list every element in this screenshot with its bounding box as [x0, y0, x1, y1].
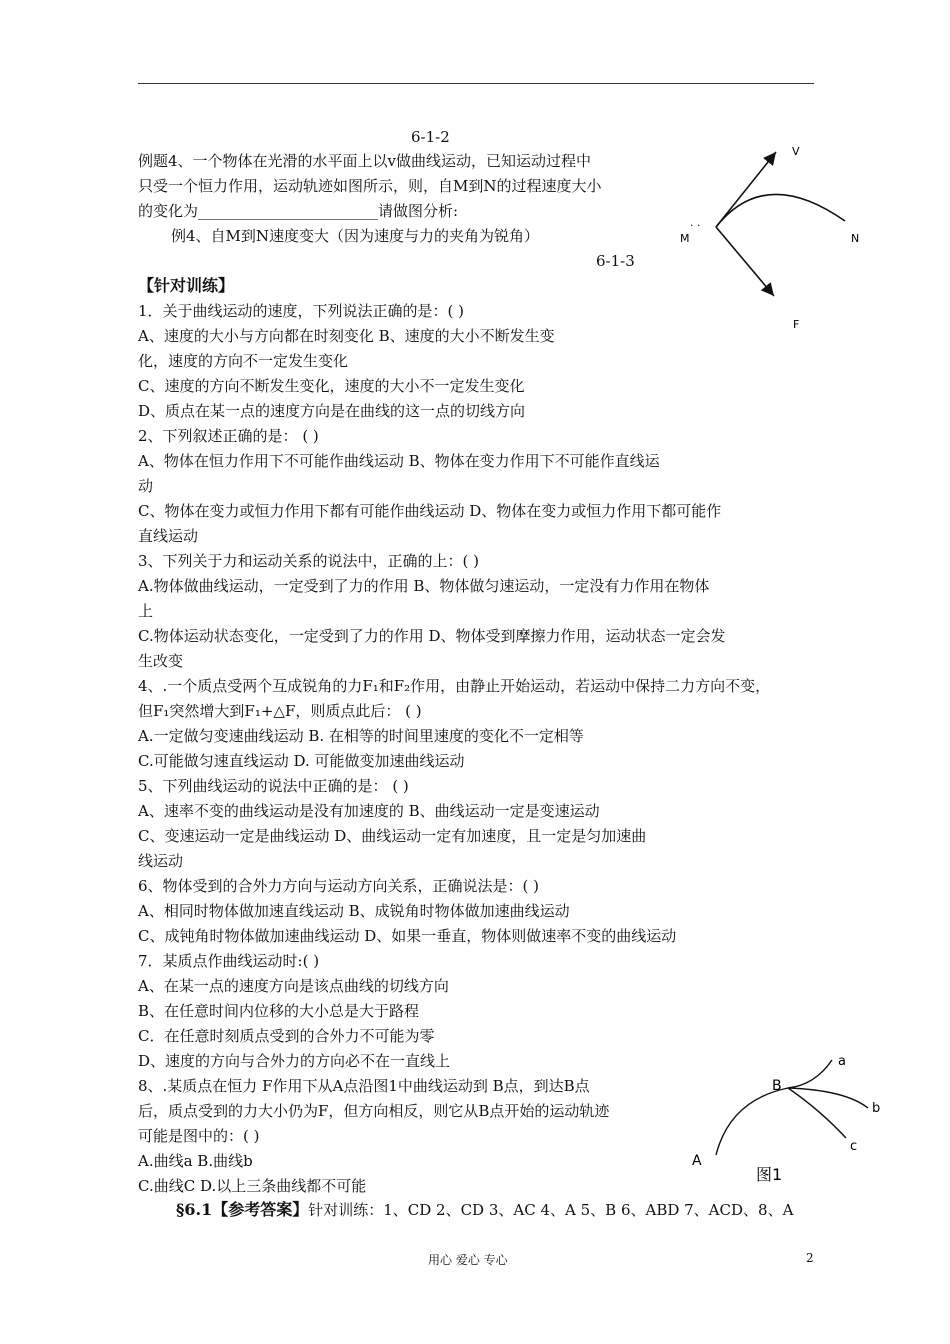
- text-line: 8、.某质点在恒力 F作用下从A点沿图1中曲线运动到 B点，到达B点: [138, 1077, 590, 1095]
- trajectory-figure-1: [690, 1050, 890, 1190]
- label-m: M: [680, 232, 690, 245]
- force-arrow: [716, 227, 774, 296]
- text-line: 动: [138, 477, 154, 495]
- text-line: C、物体在变力或恒力作用下都有可能作曲线运动 D、物体在变力或恒力作用下都可能作: [138, 502, 722, 520]
- text-line: 化，速度的方向不一定发生变化: [138, 352, 349, 370]
- curve-c-branch: [788, 1088, 846, 1138]
- text-line: A、相同时物体做加速直线运动 B、成锐角时物体做加速曲线运动: [138, 902, 570, 920]
- example-answer: 例4、自M到N速度变大（因为速度与力的夹角为锐角）: [171, 227, 540, 245]
- text-line: C、成钝角时物体做加速曲线运动 D、如果一垂直，物体则做速率不变的曲线运动: [138, 927, 677, 945]
- text-line: C．在任意时刻质点受到的合外力不可能为零: [138, 1027, 435, 1045]
- text-line: D、速度的方向与合外力的方向必不在一直线上: [138, 1052, 451, 1070]
- text-line: A、速率不变的曲线运动是没有加速度的 B、曲线运动一定是变速运动: [138, 802, 600, 820]
- label-curve-b: b: [872, 1101, 881, 1116]
- curve-a-to-b: [716, 1088, 788, 1155]
- text-line: A.物体做曲线运动，一定受到了力的作用 B、物体做匀速运动，一定没有力作用在物体: [138, 577, 710, 595]
- text-line: 直线运动: [138, 527, 199, 545]
- text-line: 生改变: [138, 652, 184, 670]
- label-n: N: [851, 232, 860, 245]
- section-title: 【针对训练】: [138, 276, 235, 295]
- text-line: C、速度的方向不断发生变化，速度的大小不一定发生变化: [138, 377, 525, 395]
- text-line: A、在某一点的速度方向是该点曲线的切线方向: [138, 977, 449, 995]
- page-number: 2: [806, 1251, 814, 1265]
- text-line: 4、.一个质点受两个互成锐角的力F₁和F₂作用，由静止开始运动，若运动中保持二力方向不变，: [138, 677, 771, 695]
- label-dots: . .: [690, 216, 701, 229]
- example-line-1: 例题4、一个物体在光滑的水平面上以v做曲线运动，已知运动过程中: [138, 152, 592, 170]
- text-line: 6、物体受到的合外力方向与运动方向关系，正确说法是：( ): [138, 877, 540, 895]
- text-line: 7．某质点作曲线运动时:( ): [138, 952, 320, 970]
- label-curve-a: a: [838, 1054, 846, 1069]
- text-line: 后，质点受到的力大小仍为F，但方向相反，则它从B点开始的运动轨迹: [138, 1102, 610, 1120]
- label-point-b: B: [772, 1078, 782, 1094]
- label-point-a: A: [692, 1153, 702, 1169]
- text-line: 线运动: [138, 852, 184, 870]
- header-rule: [138, 83, 814, 84]
- text-line: 1．关于曲线运动的速度，下列说法正确的是：( ): [138, 302, 465, 320]
- text-line: C.物体运动状态变化，一定受到了力的作用 D、物体受到摩擦力作用，运动状态一定会发: [138, 627, 726, 645]
- label-f: F: [793, 318, 800, 331]
- text-line: D、质点在某一点的速度方向是在曲线的这一点的切线方向: [138, 402, 526, 420]
- text-line: 2、下列叙述正确的是： ( ): [138, 427, 319, 445]
- example-line-3: 的变化为________________________请做图分析:: [138, 202, 459, 220]
- figure-caption: 图1: [756, 1165, 783, 1184]
- curve-b-branch: [788, 1088, 868, 1108]
- text-line: A.一定做匀变速曲线运动 B. 在相等的时间里速度的变化不一定相等: [138, 727, 584, 745]
- text-line: C.可能做匀速直线运动 D. 可能做变加速曲线运动: [138, 752, 465, 770]
- text-line: 5、下列曲线运动的说法中正确的是： ( ): [138, 777, 409, 795]
- figure-label-6-1-2: 6-1-2: [411, 128, 450, 146]
- answer-key-text: 针对训练：1、CD 2、CD 3、AC 4、A 5、B 6、ABD 7、ACD、8、A: [308, 1201, 794, 1219]
- figure-label-6-1-3: 6-1-3: [596, 252, 635, 270]
- text-line: A、物体在恒力作用下不可能作曲线运动 B、物体在变力作用下不可能作直线运: [138, 452, 660, 470]
- text-line: 上: [138, 602, 154, 620]
- text-line: 3、下列关于力和运动关系的说法中，正确的上：( ): [138, 552, 480, 570]
- trajectory-curve: [716, 194, 845, 227]
- example-line-2: 只受一个恒力作用，运动轨迹如图所示，则，自M到N的过程速度大小: [138, 177, 602, 195]
- label-v: V: [792, 145, 800, 158]
- answer-key: [176, 1200, 793, 1220]
- footer-text: 用心 爱心 专心: [428, 1253, 508, 1267]
- text-line: C、变速运动一定是曲线运动 D、曲线运动一定有加速度，且一定是匀加速曲: [138, 827, 647, 845]
- text-line: B、在任意时间内位移的大小总是大于路程: [138, 1002, 420, 1020]
- velocity-force-diagram: [670, 135, 870, 335]
- answer-key-title: §6.1【参考答案】: [176, 1200, 309, 1219]
- curve-a-branch: [788, 1060, 832, 1088]
- text-line: A.曲线a B.曲线b: [138, 1152, 253, 1170]
- label-curve-c: c: [850, 1139, 858, 1154]
- text-line: 可能是图中的：( ): [138, 1127, 260, 1145]
- text-line: A、速度的大小与方向都在时刻变化 B、速度的大小不断发生变: [138, 327, 555, 345]
- text-line: C.曲线C D.以上三条曲线都不可能: [138, 1177, 367, 1195]
- text-line: 但F₁突然增大到F₁+△F，则质点此后： ( ): [138, 702, 422, 720]
